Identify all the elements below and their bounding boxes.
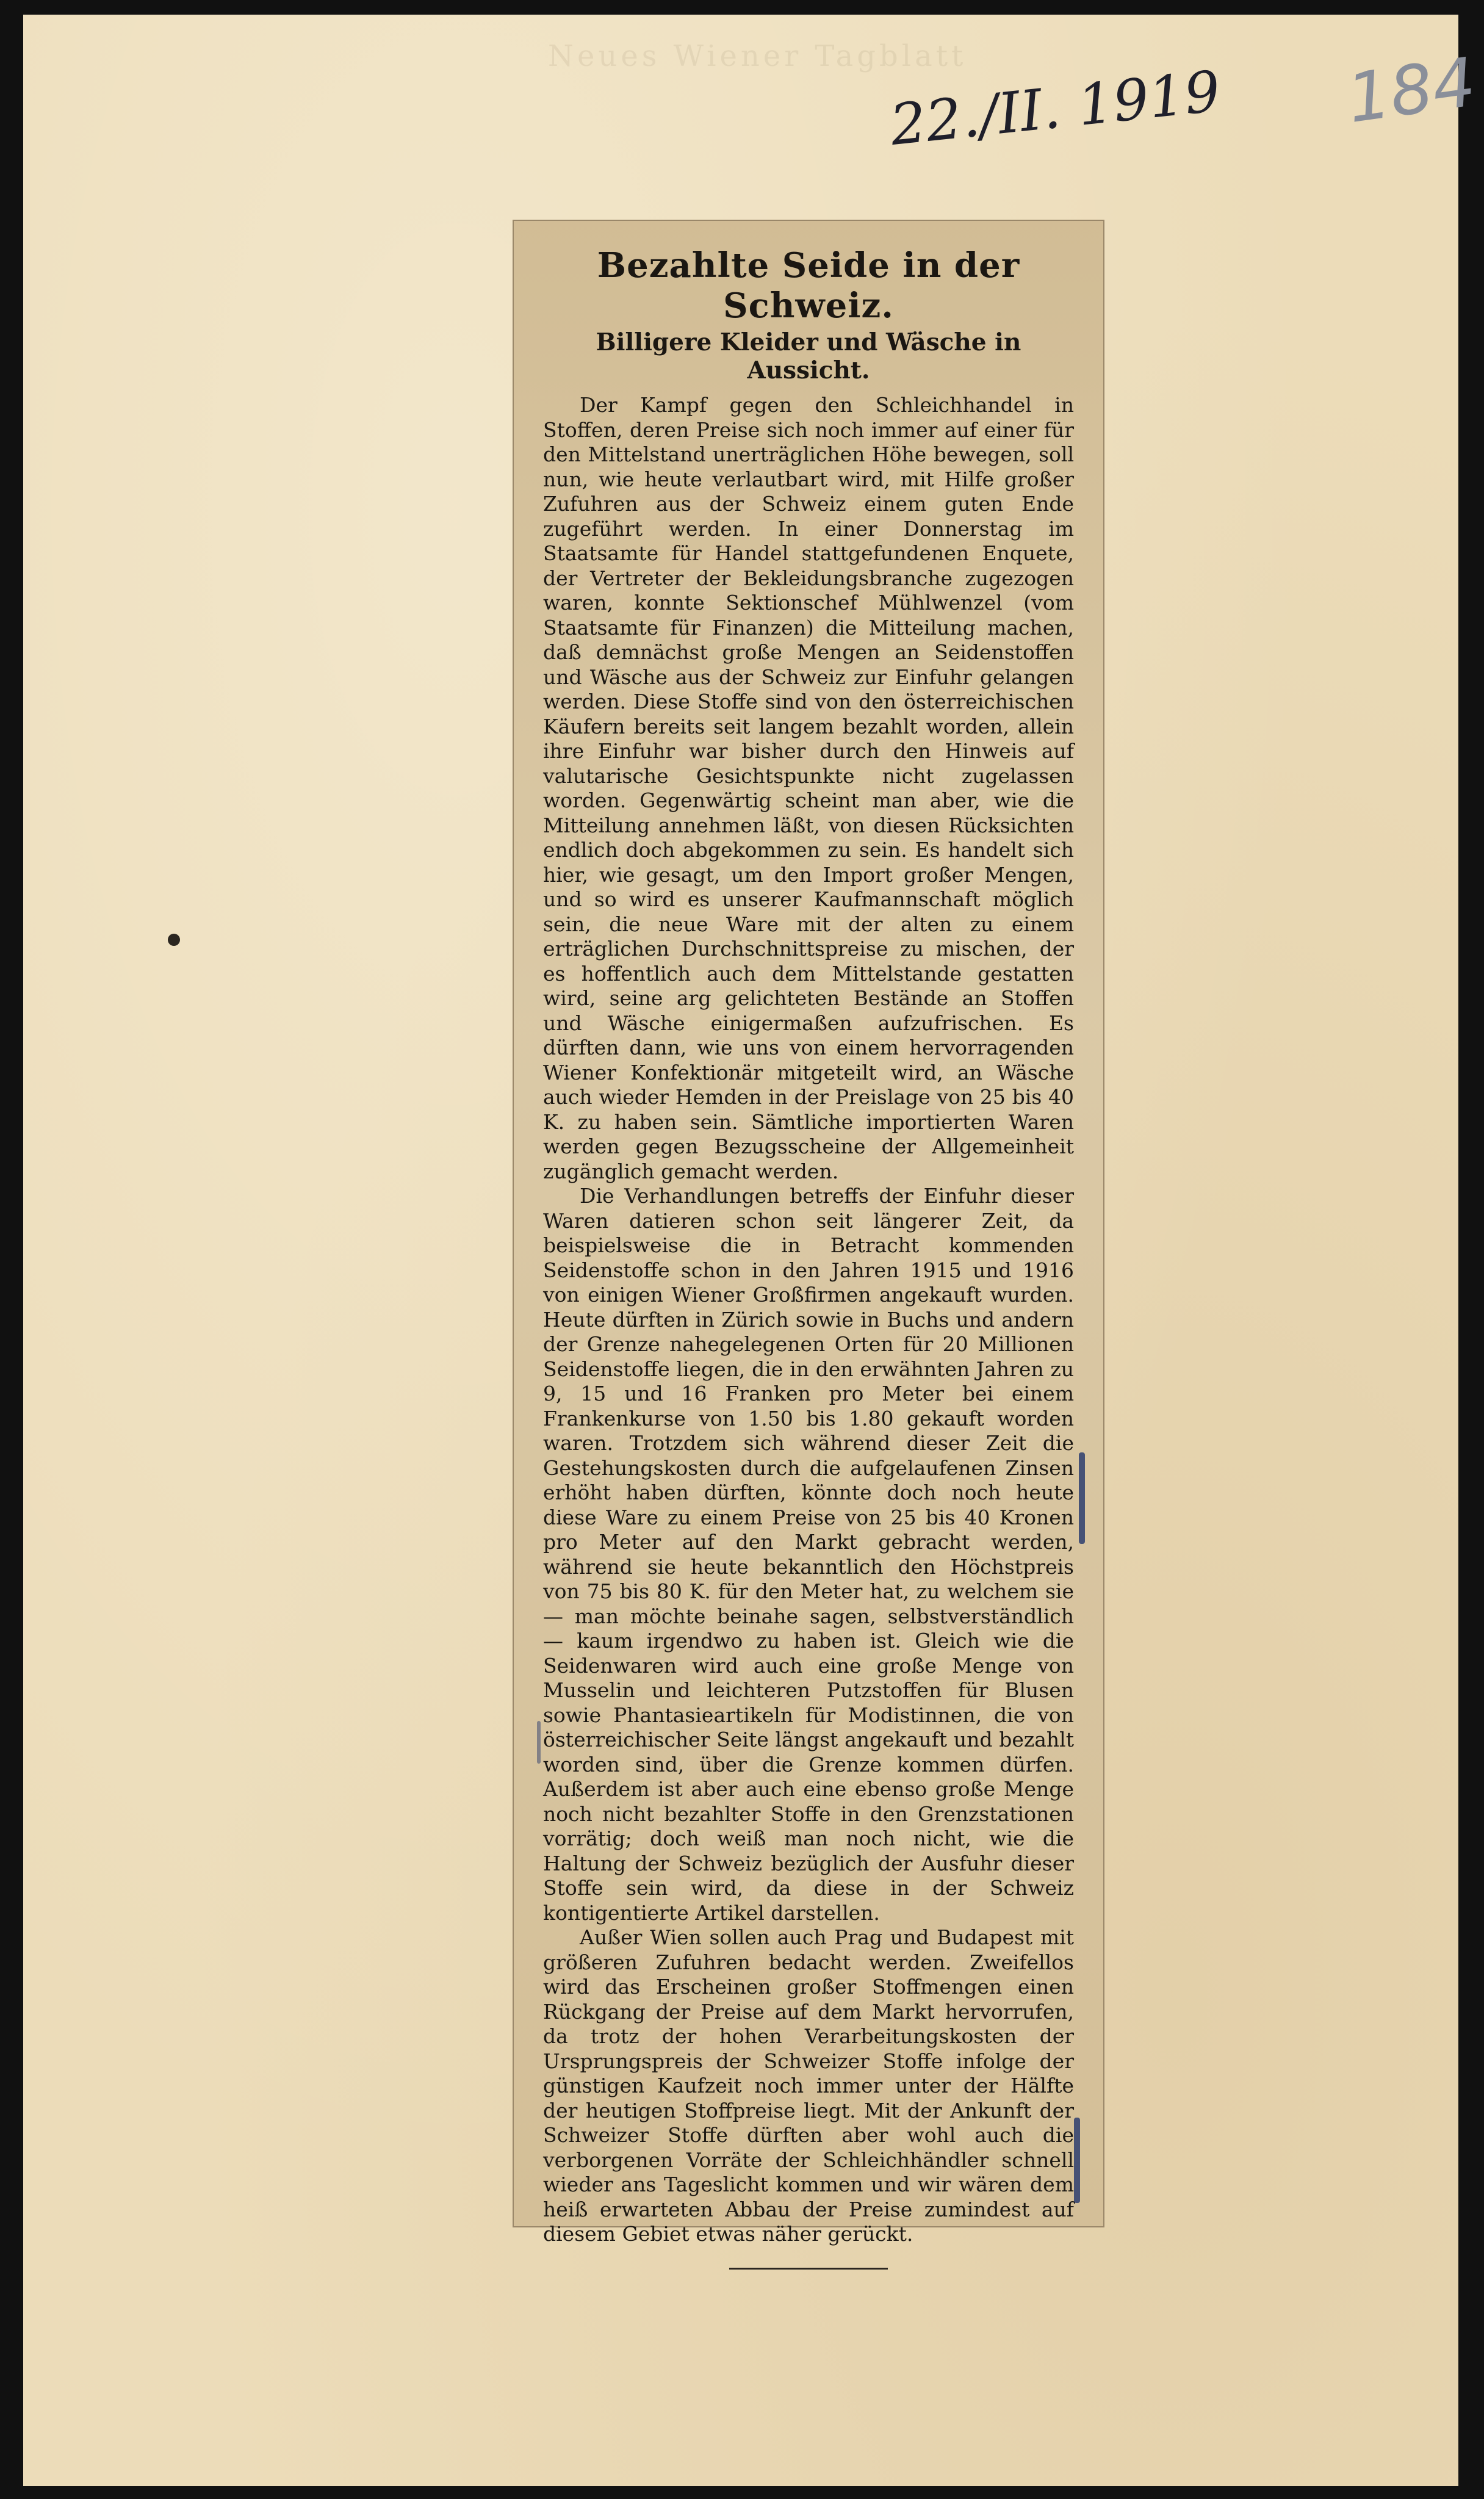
- folio-number: 184: [1342, 43, 1480, 138]
- article-paragraph-2: Die Verhandlungen betreffs der Einfuhr dieser Waren datieren schon seit längerer Zeit, da beispielsweise die in Betracht kommenden Seidenstoffe schon in den Jahren 1915 und 1916 von einigen Wiener Großfirmen angekauft wurden. Heute dürften in Zürich sowie in Buchs und andern der Grenze nahegelegenen Orten für 20 Millionen Seidenstoffe liegen, die in den erwähnten Jahren zu 9, 15 und 16 Franken pro Meter bei einem Frankenkurse von 1.50 bis 1.80 gekauft worden waren. Trotzdem sich während dieser Zeit die Gestehungskosten durch die aufgelaufenen Zinsen erhöht haben dürften, könnte doch noch heute diese Ware zu einem Preise von 25 bis 40 Kronen pro Meter auf den Markt gebracht werden, während sie heute bekanntlich den Höchstpreis von 75 bis 80 K. für den Meter hat, zu welchem sie — man möchte beinahe sagen, selbstverständlich — kaum irgendwo zu haben ist. Gleich wie die Seidenwaren wird auch eine große Menge von Musselin und leichteren Putzstoffen für Blusen sowie Phantasieartikeln für Modistinnen, die von österreichischer Seite längst angekauft und bezahlt worden sind, über die Grenze kommen dürfen. Außerdem ist aber auch eine ebenso große Menge noch nicht bezahlter Stoffe in den Grenzstationen vorrätig; doch weiß man noch nicht, wie die Haltung der Schweiz bezüglich der Ausfuhr dieser Stoffe sein wird, da diese in der Schweiz kontigentierte Artikel darstellen.: [543, 1184, 1074, 1925]
- article-subheadline: Billigere Kleider und Wäsche in Aussicht.: [596, 328, 1021, 384]
- faint-archive-stamp: Neues Wiener Tagblatt: [548, 39, 967, 73]
- blue-pencil-mark: [1079, 1452, 1085, 1544]
- blue-pencil-mark: [1074, 2118, 1080, 2203]
- article-paragraph-1: Der Kampf gegen den Schleichhandel in Stoffen, deren Preise sich noch immer auf einer für den Mittelstand unerträglichen Höhe bewegen, soll nun, wie heute verlautbart wird, mit Hilfe großer Zufuhren aus der Schweiz einem guten Ende zugeführt werden. In einer Donnerstag im Staatsamte für Handel stattgefundenen Enquete, der Vertreter der Bekleidungsbranche zugezogen waren, konnte Sektionschef Mühlwenzel (vom Staatsamte für Finanzen) die Mitteilung machen, daß demnächst große Mengen an Seidenstoffen und Wäsche aus der Schweiz zur Einfuhr gelangen werden. Diese Stoffe sind von den österreichischen Käufern bereits seit langem bezahlt worden, allein ihre Einfuhr war bisher durch den Hinweis auf valutarische Gesichtspunkte nicht zugelassen worden. Gegenwärtig scheint man aber, wie die Mitteilung annehmen läßt, von diesen Rücksichten endlich doch abgekommen zu sein. Es handelt sich hier, wie gesagt, um den Import großer Mengen, und so wird es unserer Kaufmannschaft möglich sein, die neue Ware mit der alten zu einem erträglichen Durchschnittspreise zu mischen, der es hoffentlich auch dem Mittelstande gestatten wird, seine arg gelichteten Bestände an Stoffen und Wäsche einigermaßen aufzufrischen. Es dürften dann, wie uns von einem hervorragenden Wiener Konfektionär mitgeteilt wird, an Wäsche auch wieder Hemden in der Preislage von 25 bis 40 K. zu haben sein. Sämtliche importierten Waren werden gegen Bezugsscheine der Allgemeinheit zugänglich gemacht werden.: [543, 393, 1074, 1183]
- blue-pencil-mark: [537, 1721, 541, 1764]
- handwritten-date: 22./II. 1919: [887, 58, 1223, 159]
- punch-hole: [168, 934, 180, 946]
- end-rule: [729, 2268, 888, 2270]
- newspaper-clipping: [513, 220, 1104, 2246]
- article-headline: Bezahlte Seide in der Schweiz.: [597, 245, 1020, 326]
- article-paragraph-3: Außer Wien sollen auch Prag und Budapest mit größeren Zufuhren bedacht werden. Zweifellos wird das Erscheinen großer Stoffmengen einen Rückgang der Preise auf dem Markt hervorrufen, da trotz der hohen Verarbeitungskosten der Ursprungspreis der Schweizer Stoffe infolge der günstigen Kaufzeit noch immer unter der Hälfte der heutigen Stoffpreise liegt. Mit der Ankunft der Schweizer Stoffe dürften aber wohl auch die verborgenen Vorräte der Schleichhändler schnell wieder ans Tageslicht kommen und wir wären dem heiß erwarteten Abbau der Preise zumindest auf diesem Gebiet etwas näher gerückt.: [543, 1925, 1074, 2246]
